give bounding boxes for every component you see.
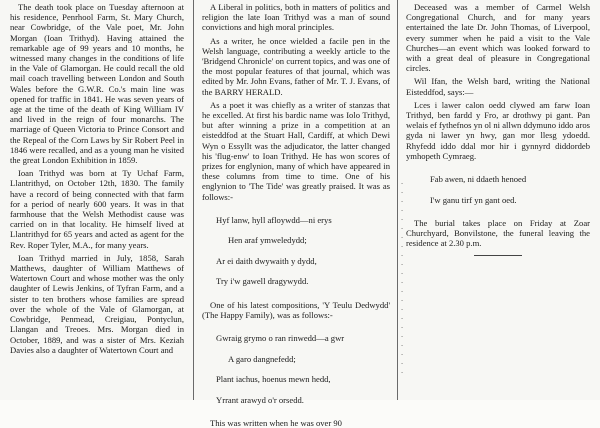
obituary-paragraph: Deceased was a member of Carmel Welsh Congregational Church, and for many years entertained the late Dr. John Thomas, of Liverpool, every summer when he paid a visit to the Vale Churches—an event which was looked forward to with a great deal of pleasure in Congregational circles. bbox=[406, 2, 590, 74]
obituary-paragraph: Ioan Trithyd married in July, 1858, Sarah Matthews, daughter of William Matthews of Watertown Court and whose mother was the only daughter of Lewis Jenkins, of Tyfran Farm, and a sister to ten brothers whose families are spread over the whole of the Vale of Glamorgan, at Cowbridge, Penmead, Creigiau, Pontyclun, Llangan and Treoes. Mrs. Morgan died in October, 1889, and was a sister of Mrs. Keziah Davies also a daughter of Watertown Court and bbox=[10, 252, 184, 355]
verse-line: Fab awen, ni ddaeth henoed bbox=[430, 174, 527, 185]
verse-line: I'w ganu tirf yn gant oed. bbox=[430, 194, 517, 205]
obituary-paragraph: As a poet it was chiefly as a writer of stanzas that he excelled. At first his bardic name was Iolo Trithyd, but after winning a prize in a competition at an eisteddfod at the Stuart Hall, Cardiff, at which Dewi Wyn o Essyllt was the adjudicator, the latter changed his 'flug-enw' to Ioan Trithyd. He has won scores of prizes for englynion, many of which have appeared in these columns from time to time. One of his englynion to 'The Tide' was greatly praised. It was as follows:- bbox=[202, 99, 390, 202]
closing-couplet bbox=[406, 164, 590, 215]
verse-line: Try i'w gawell dragywydd. bbox=[216, 276, 309, 287]
burial-notice: The burial takes place on Friday at Zoar Churchyard, Bonvilstone, the funeral leaving the residence at 2.30 p.m. bbox=[406, 218, 590, 249]
verse-line: A garo dangnefedd; bbox=[228, 353, 296, 364]
obituary-paragraph: A Liberal in politics, both in matters of politics and religion the late Ioan Trithyd was a man of sound convictions and high moral principles. bbox=[202, 2, 390, 33]
obituary-paragraph: As a writer, he once wielded a facile pen in the Welsh language, contributing a weekly article to the 'Bridgend Chronicle' on current topics, and was one of the most popular features of that journal, which was edited by Mr. John Evans, father of Mr. T. J. Evans, of the BARRY HERALD. bbox=[202, 35, 390, 97]
column-right bbox=[400, 0, 596, 400]
englyn-verse bbox=[202, 205, 390, 297]
obituary-paragraph: The death took place on Tuesday afternoon at his residence, Penrhool Farm, St. Mary Church, near Cowbridge, of the Vale poet, Mr. John Morgan (Ioan Trithyd). Having attained the remarkable age of 99 years and 10 months, he witnessed many changes in the conditions of life in the Vale of Glamorgan. He could recall the old mail coach travelling between London and South Wales before the G.W.R. Co.'s main line was opened for traffic in 1841. He was seven years of age at the time of the death of King William IV and lived in the reign of four monarchs. The marriage of Queen Victoria to Prince Consort and the Repeal of the Corn Laws by Sir Robert Peel in 1846 were recalled, and as a young man he visited the great London Exhibition in 1859. bbox=[10, 2, 184, 166]
englyn-verse bbox=[202, 323, 390, 415]
end-rule bbox=[474, 255, 522, 256]
column-rule-dots: · · · · · · · · · · · · · · · · · · · · · · bbox=[400, 180, 404, 377]
column-middle bbox=[196, 0, 396, 428]
verse-line: Gwraig grymo o ran rinwedd—a gwr bbox=[216, 333, 345, 344]
column-rule-left bbox=[193, 0, 194, 400]
verse-line: Hen araf ymweledydd; bbox=[228, 235, 307, 246]
obituary-paragraph: Lces i lawer calon oedd clywed am farw Ioan Trithyd, ben fardd y Fro, ar drothwy pi gant. Pan welais ef fythefnos yn ol ni allwn ddymuno iddo aros gyda ni lawer yn hwy, gan mor llesg ydoedd. Rhyfedd iddo ddal mor hir i gynnyrd diddordeb ymhopeth Cymraeg. bbox=[406, 99, 590, 161]
obituary-paragraph: Wil Ifan, the Welsh bard, writing the National Eisteddfod, says:— bbox=[406, 76, 590, 97]
obituary-paragraph: Ioan Trithyd was born at Ty Uchaf Farm, Llantrithyd, on October 12th, 1830. The family have a record of being connected with that farm for a period of nearly 600 years. It was in that farmhouse that the Welsh Methodist cause was carried on in that locality. He himself lived at Llantrithyd for 65 years and acted as agent for the Rev. Roper Tyler, M.A., for many years. bbox=[10, 168, 184, 250]
verse-line: Hyf lanw, hyll afloywdd—ni erys bbox=[216, 215, 332, 226]
column-left bbox=[4, 0, 190, 400]
obituary-paragraph: One of his latest compositions, 'Y Teulu Dedwydd' (The Happy Family), was as follows:- bbox=[202, 299, 390, 320]
obituary-paragraph: This was written when he was over 90 bbox=[210, 417, 342, 428]
column-rule-right bbox=[397, 0, 398, 400]
verse-line: Ar ei daith dwywaith y dydd, bbox=[216, 255, 317, 266]
verse-line: Yrrant arawyd o'r orsedd. bbox=[216, 394, 304, 405]
verse-line: Plant iachus, hoenus mewn hedd, bbox=[216, 374, 331, 385]
